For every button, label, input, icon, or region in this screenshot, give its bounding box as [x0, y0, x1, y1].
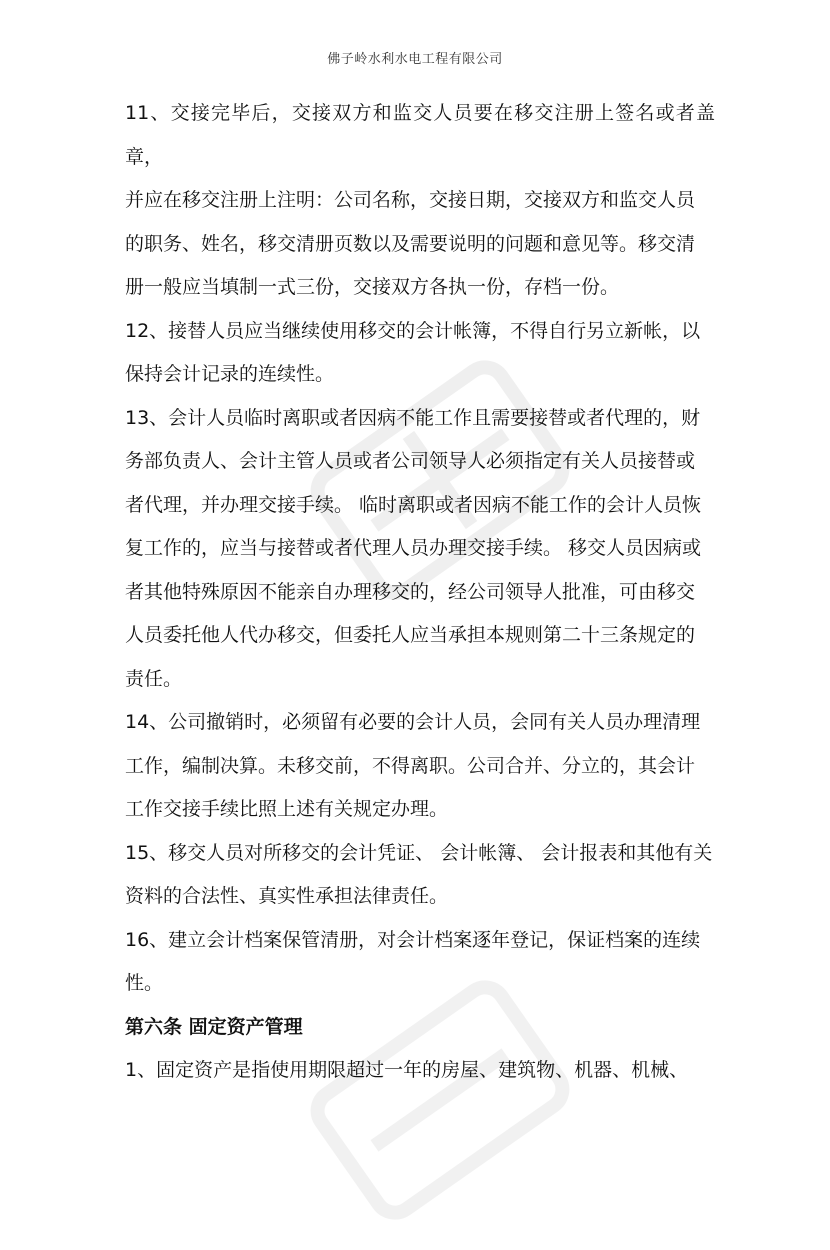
line: 并应在移交注册上注明：公司名称，交接日期，交接双方和监交人员: [125, 189, 696, 211]
line: 者代理，并办理交接手续。 临时离职或者因病不能工作的会计人员恢: [125, 493, 702, 516]
line: 16、建立会计档案保管清册，对会计档案逐年登记，保证档案的连续: [125, 928, 701, 951]
paragraph-13: [125, 397, 715, 702]
line: 12、接替人员应当继续使用移交的会计帐簿，不得自行另立新帐，以: [125, 319, 701, 342]
line: 保持会计记录的连续性。: [125, 363, 335, 385]
line: 13、会计人员临时离职或者因病不能工作且需要接替或者代理的，财: [125, 406, 701, 429]
line: 15、移交人员对所移交的会计凭证、 会计帐簿、 会计报表和其他有关: [125, 841, 713, 864]
line: 工作，编制决算。未移交前，不得离职。公司合并、分立的，其会计: [125, 754, 696, 777]
paragraph-fixed-assets-1: [125, 1049, 715, 1093]
line: 者其他特殊原因不能亲自办理移交的，经公司领导人批准，可由移交: [125, 580, 696, 603]
paragraph-11: [125, 92, 715, 310]
line: 性。: [125, 972, 164, 994]
line: 11、交接完毕后，交接双方和监交人员要在移交注册上签名或者盖章，: [125, 102, 715, 168]
line: 资料的合法性、真实性承担法律责任。: [125, 885, 449, 907]
document-body: [125, 92, 715, 1093]
line: 1、固定资产是指使用期限超过一年的房屋、建筑物、机器、机械、: [125, 1059, 689, 1081]
page-header: 佛子岭水利水电工程有限公司: [327, 52, 503, 67]
paragraph-14: [125, 701, 715, 832]
line: 的职务、姓名，移交清册页数以及需要说明的问题和意见等。移交清: [125, 232, 696, 255]
paragraph-12: [125, 310, 715, 397]
paragraph-15: [125, 832, 715, 919]
line: 册一般应当填制一式三份，交接双方各执一份，存档一份。: [125, 276, 620, 298]
line: 14、公司撤销时，必须留有必要的会计人员，会同有关人员办理清理: [125, 711, 701, 733]
paragraph-16: [125, 919, 715, 1006]
section-title: 第六条 固定资产管理: [125, 1015, 303, 1038]
line: 复工作的，应当与接替或者代理人员办理交接手续。 移交人员因病或: [125, 537, 702, 559]
line: 务部负责人、会计主管人员或者公司领导人必须指定有关人员接替或: [125, 450, 696, 472]
line: 人员委托他人代办移交，但委托人应当承担本规则第二十三条规定的: [125, 624, 696, 646]
line: 责任。: [125, 667, 183, 690]
line: 工作交接手续比照上述有关规定办理。: [125, 798, 449, 820]
